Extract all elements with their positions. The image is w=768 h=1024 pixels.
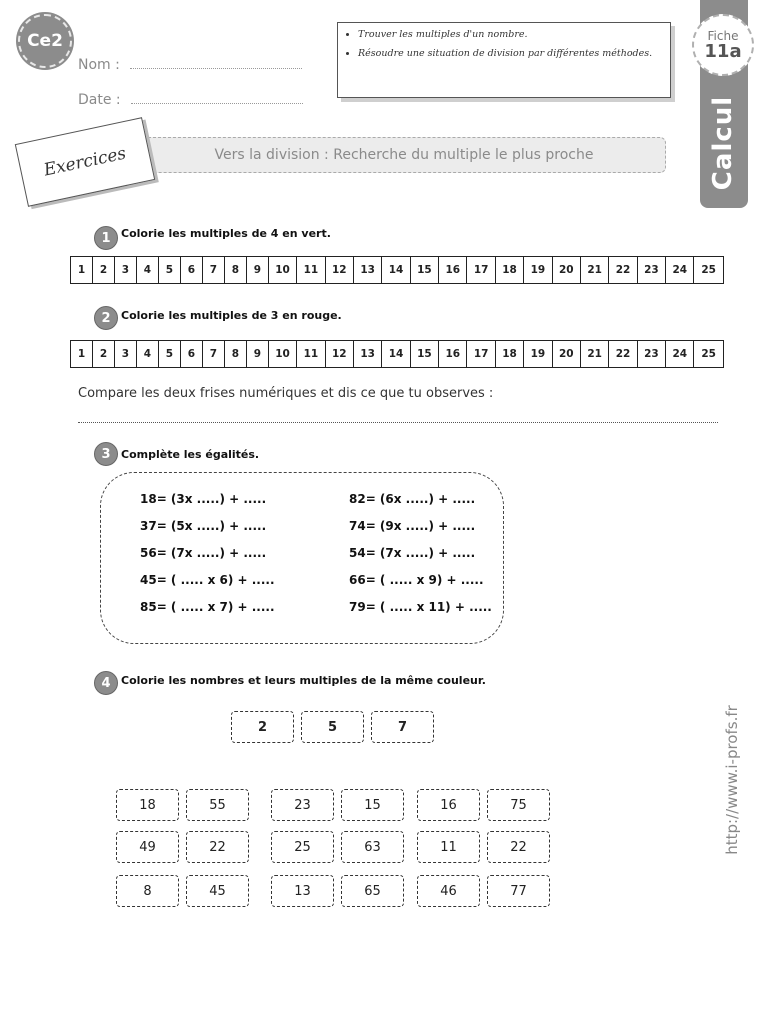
strip-cell[interactable]: 12 bbox=[326, 257, 354, 283]
objectives-box bbox=[337, 22, 671, 98]
strip-cell[interactable]: 3 bbox=[115, 257, 137, 283]
strip-cell[interactable]: 24 bbox=[666, 341, 694, 367]
strip-cell[interactable]: 3 bbox=[115, 341, 137, 367]
exercise-2-number: 2 bbox=[94, 306, 118, 330]
strip-cell[interactable]: 16 bbox=[439, 341, 467, 367]
strip-cell[interactable]: 24 bbox=[666, 257, 694, 283]
strip-cell[interactable]: 18 bbox=[496, 341, 524, 367]
strip-cell[interactable]: 5 bbox=[159, 257, 181, 283]
strip-cell[interactable]: 1 bbox=[71, 341, 93, 367]
number-box[interactable]: 25 bbox=[271, 831, 334, 863]
strip-cell[interactable]: 9 bbox=[247, 341, 269, 367]
strip-cell[interactable]: 21 bbox=[581, 341, 609, 367]
strip-cell[interactable]: 7 bbox=[203, 257, 225, 283]
target-number-box[interactable]: 5 bbox=[301, 711, 364, 743]
number-box[interactable]: 45 bbox=[186, 875, 249, 907]
exercises-card: Exercices bbox=[15, 117, 155, 207]
exercise-1-number: 1 bbox=[94, 226, 118, 250]
compare-question: Compare les deux frises numériques et dis ce que tu observes : bbox=[78, 386, 494, 401]
strip-cell[interactable]: 17 bbox=[467, 257, 495, 283]
strip-cell[interactable]: 20 bbox=[553, 341, 581, 367]
date-field[interactable] bbox=[78, 91, 303, 108]
fiche-number: 11a bbox=[704, 41, 742, 62]
number-box[interactable]: 16 bbox=[417, 789, 480, 821]
strip-cell[interactable]: 8 bbox=[225, 257, 247, 283]
name-field[interactable] bbox=[78, 56, 302, 73]
strip-cell[interactable]: 11 bbox=[297, 341, 325, 367]
strip-cell[interactable]: 25 bbox=[701, 264, 716, 276]
exercise-2-instruction: Colorie les multiples de 3 en rouge. bbox=[121, 309, 342, 322]
strip-cell[interactable]: 5 bbox=[159, 341, 181, 367]
answer-dotted-line[interactable] bbox=[78, 422, 718, 423]
exercise-1-instruction: Colorie les multiples de 4 en vert. bbox=[121, 227, 331, 240]
strip-cell[interactable]: 17 bbox=[467, 341, 495, 367]
number-box[interactable]: 46 bbox=[417, 875, 480, 907]
strip-cell[interactable]: 4 bbox=[137, 257, 159, 283]
subject-label: Calcul bbox=[708, 95, 738, 191]
strip-cell[interactable]: 13 bbox=[354, 341, 382, 367]
equality[interactable]: 37= (5x .....) + ..... bbox=[140, 519, 267, 533]
number-box[interactable]: 77 bbox=[487, 875, 550, 907]
number-strip-2 bbox=[70, 340, 724, 368]
subject-label-wrap bbox=[703, 88, 743, 198]
strip-cell[interactable]: 14 bbox=[382, 257, 410, 283]
strip-cell[interactable]: 21 bbox=[581, 257, 609, 283]
strip-cell[interactable]: 16 bbox=[439, 257, 467, 283]
strip-cell[interactable]: 23 bbox=[638, 341, 666, 367]
number-box[interactable]: 13 bbox=[271, 875, 334, 907]
strip-cell[interactable]: 6 bbox=[181, 257, 203, 283]
strip-cell[interactable]: 20 bbox=[553, 257, 581, 283]
number-box[interactable]: 23 bbox=[271, 789, 334, 821]
number-strip-1 bbox=[70, 256, 724, 284]
strip-cell[interactable]: 6 bbox=[181, 341, 203, 367]
strip-cell[interactable]: 8 bbox=[225, 341, 247, 367]
name-label: Nom : bbox=[78, 57, 120, 73]
exercise-3-number: 3 bbox=[94, 442, 118, 466]
strip-cell[interactable]: 2 bbox=[93, 257, 115, 283]
site-url: http://www.i-profs.fr bbox=[723, 705, 742, 855]
date-label: Date : bbox=[78, 92, 121, 108]
target-number-box[interactable]: 7 bbox=[371, 711, 434, 743]
target-number-box[interactable]: 2 bbox=[231, 711, 294, 743]
strip-cell[interactable]: 18 bbox=[496, 257, 524, 283]
objective-item: • Trouver les multiples d'un nombre. bbox=[358, 29, 670, 40]
fiche-label: Fiche bbox=[707, 29, 739, 43]
equality[interactable]: 82= (6x .....) + ..... bbox=[349, 492, 476, 506]
exercise-4-number: 4 bbox=[94, 671, 118, 695]
strip-cell[interactable]: 23 bbox=[638, 257, 666, 283]
number-box[interactable]: 22 bbox=[487, 831, 550, 863]
exercise-4-instruction: Colorie les nombres et leurs multiples de la même couleur. bbox=[121, 674, 486, 687]
equality[interactable]: 56= (7x .....) + ..... bbox=[140, 546, 267, 560]
equality[interactable]: 18= (3x .....) + ..... bbox=[140, 492, 267, 506]
site-url-wrap bbox=[712, 700, 752, 860]
strip-cell[interactable]: 19 bbox=[524, 257, 552, 283]
page-title: Vers la division : Recherche du multiple le plus proche bbox=[142, 137, 666, 173]
objective-item: • Résoudre une situation de division par différentes méthodes. bbox=[358, 48, 670, 59]
strip-cell[interactable]: 13 bbox=[354, 257, 382, 283]
equality[interactable]: 66= ( ..... x 9) + ..... bbox=[349, 573, 484, 587]
number-box[interactable]: 8 bbox=[116, 875, 179, 907]
number-box[interactable]: 49 bbox=[116, 831, 179, 863]
number-box[interactable]: 75 bbox=[487, 789, 550, 821]
number-box[interactable]: 55 bbox=[186, 789, 249, 821]
strip-cell[interactable]: 4 bbox=[137, 341, 159, 367]
equality[interactable]: 54= (7x .....) + ..... bbox=[349, 546, 476, 560]
strip-cell[interactable]: 15 bbox=[411, 341, 439, 367]
exercise-3-instruction: Complète les égalités. bbox=[121, 448, 260, 461]
number-box[interactable]: 15 bbox=[341, 789, 404, 821]
strip-cell[interactable]: 22 bbox=[609, 257, 637, 283]
strip-cell[interactable]: 15 bbox=[411, 257, 439, 283]
strip-cell[interactable]: 11 bbox=[297, 257, 325, 283]
strip-cell[interactable]: 10 bbox=[269, 257, 297, 283]
strip-cell[interactable]: 9 bbox=[247, 257, 269, 283]
strip-cell[interactable]: 14 bbox=[382, 341, 410, 367]
strip-cell[interactable]: 12 bbox=[326, 341, 354, 367]
strip-cell[interactable]: 1 bbox=[71, 257, 93, 283]
number-box[interactable]: 18 bbox=[116, 789, 179, 821]
strip-cell[interactable]: 2 bbox=[93, 341, 115, 367]
fiche-badge bbox=[692, 14, 754, 76]
number-box[interactable]: 22 bbox=[186, 831, 249, 863]
level-badge: Ce2 bbox=[18, 14, 72, 68]
strip-cell[interactable]: 25 bbox=[701, 348, 716, 360]
strip-cell[interactable]: 22 bbox=[609, 341, 637, 367]
equality[interactable]: 79= ( ..... x 11) + ..... bbox=[349, 600, 492, 614]
date-dotted-line bbox=[131, 91, 303, 104]
strip-cell[interactable]: 10 bbox=[269, 341, 297, 367]
strip-cell[interactable]: 7 bbox=[203, 341, 225, 367]
strip-cell[interactable]: 19 bbox=[524, 341, 552, 367]
equality[interactable]: 74= (9x .....) + ..... bbox=[349, 519, 476, 533]
name-dotted-line bbox=[130, 56, 302, 69]
number-box[interactable]: 63 bbox=[341, 831, 404, 863]
equality[interactable]: 45= ( ..... x 6) + ..... bbox=[140, 573, 275, 587]
number-box[interactable]: 11 bbox=[417, 831, 480, 863]
number-box[interactable]: 65 bbox=[341, 875, 404, 907]
equality[interactable]: 85= ( ..... x 7) + ..... bbox=[140, 600, 275, 614]
